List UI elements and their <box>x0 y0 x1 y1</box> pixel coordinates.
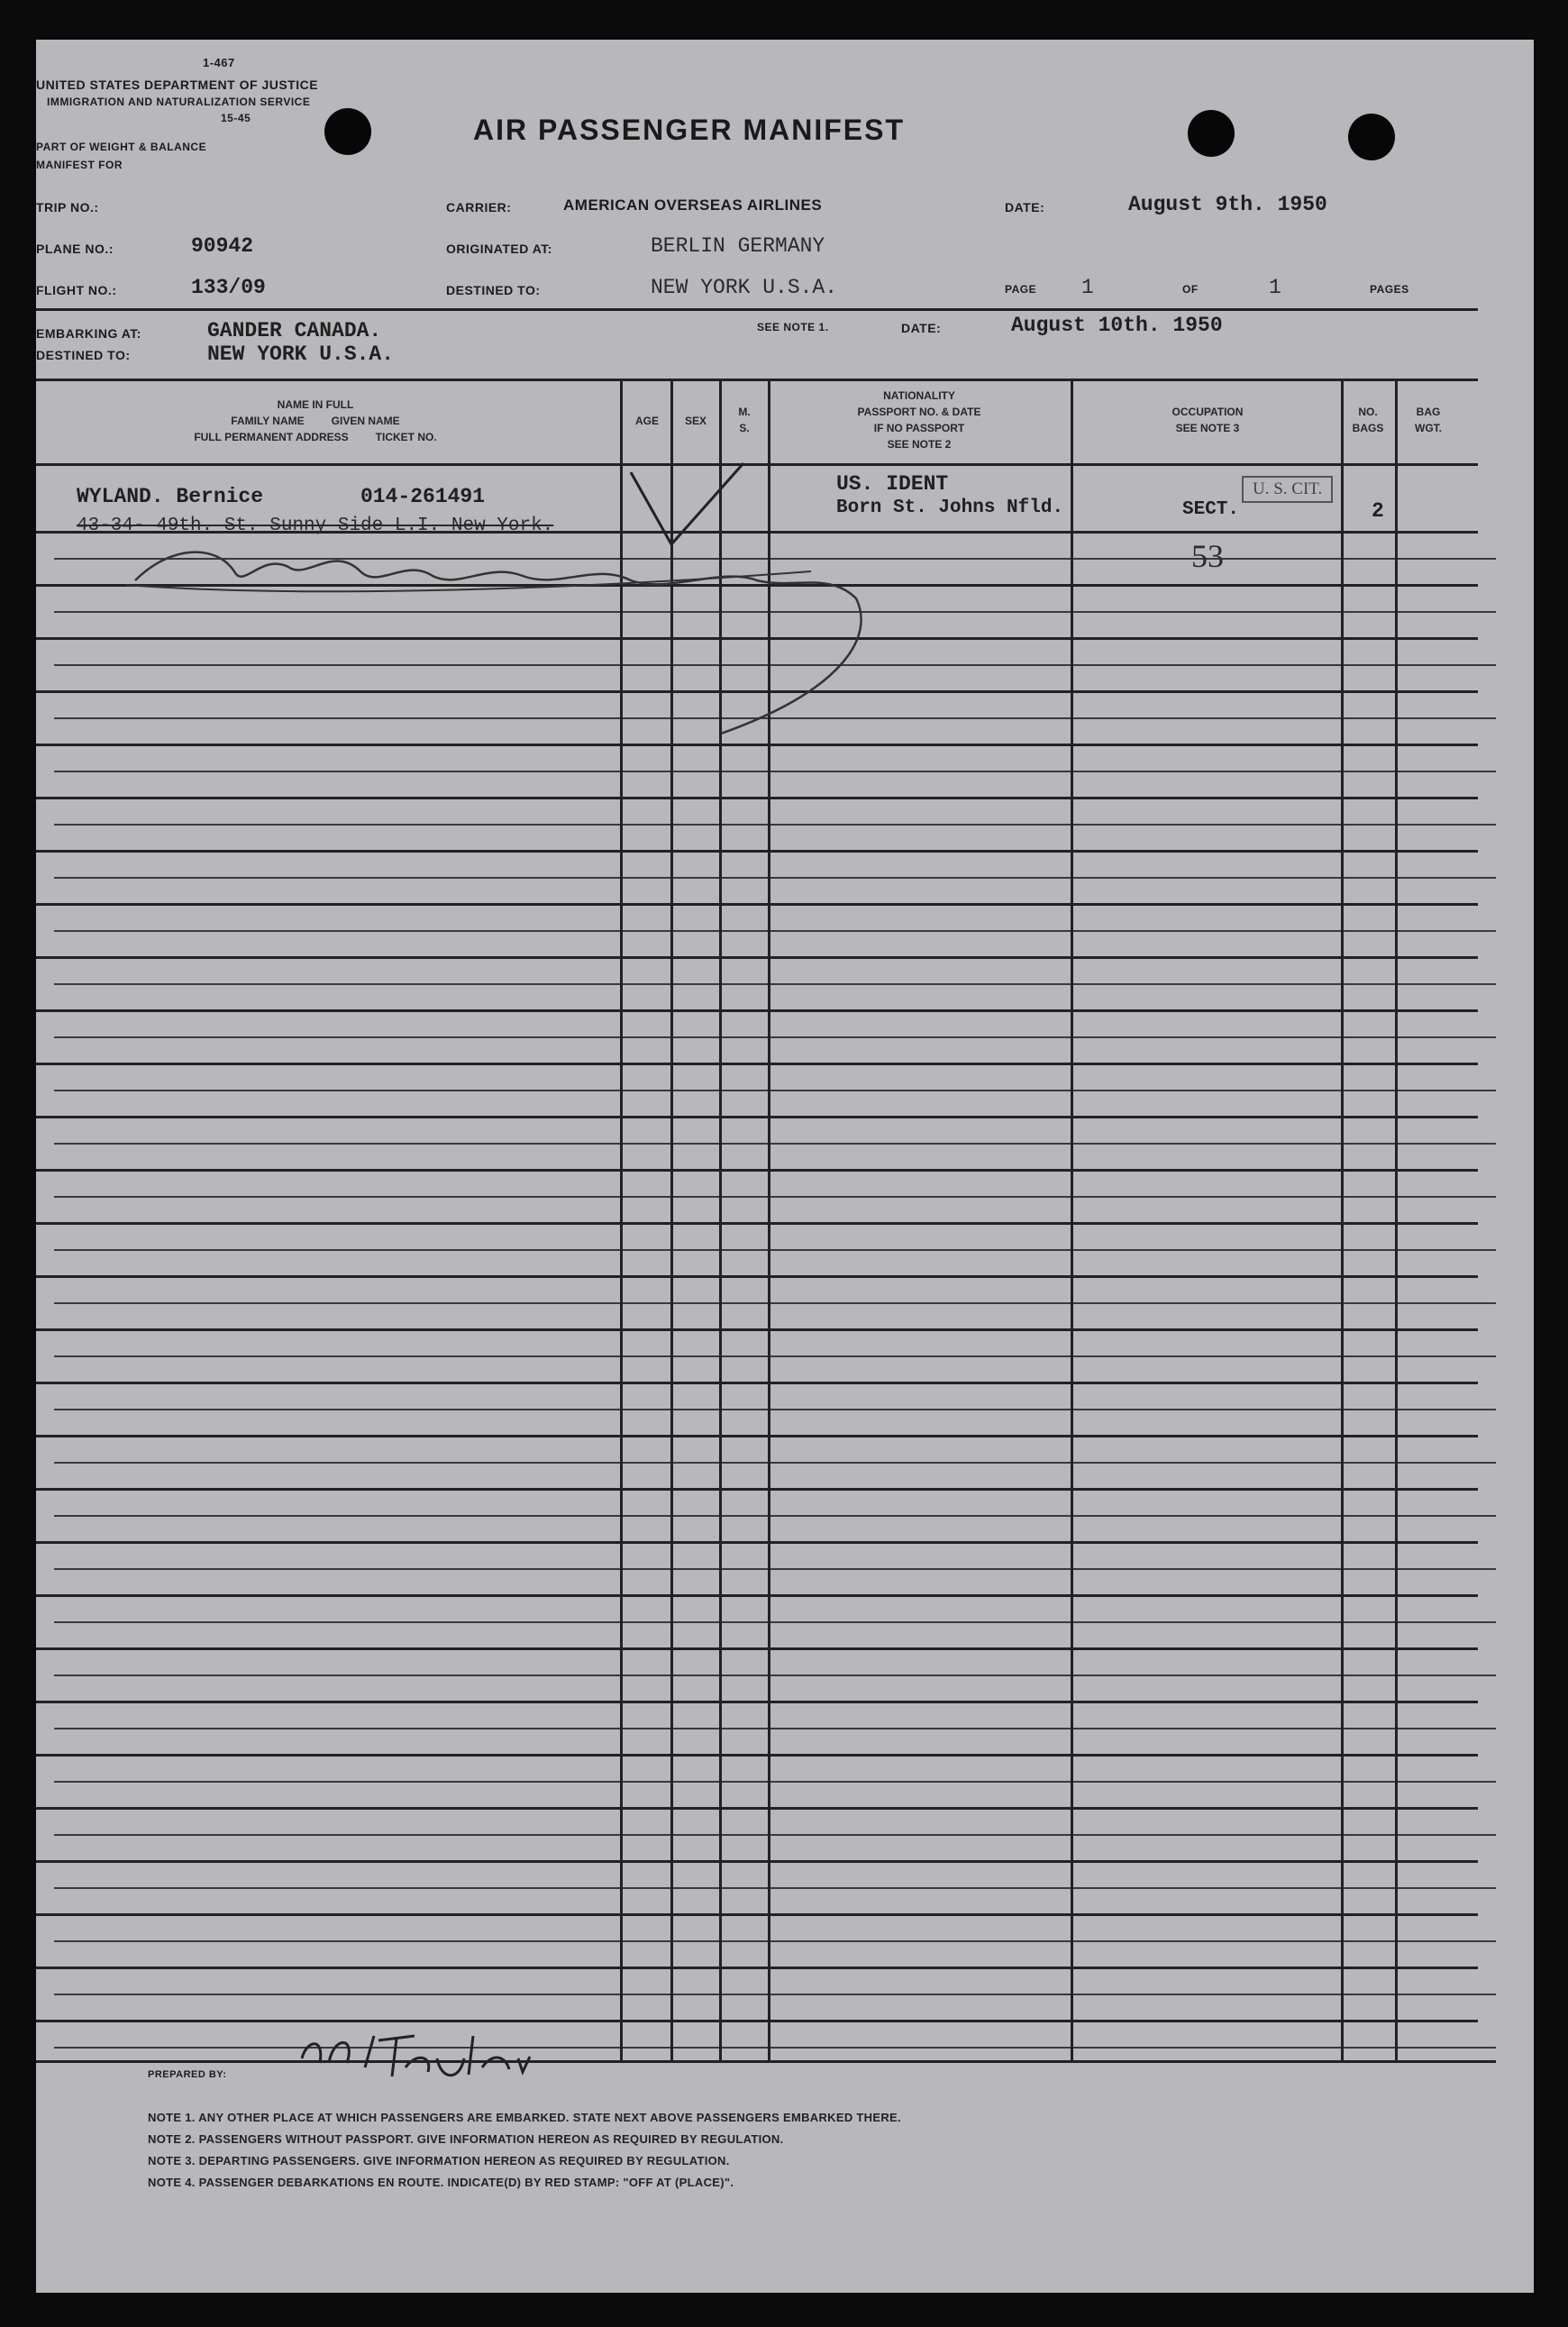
flight-no-label: FLIGHT NO.: <box>36 283 117 297</box>
passenger-nationality: US. IDENT <box>836 472 949 496</box>
destined-to-left-value: NEW YORK U.S.A. <box>207 342 395 366</box>
trip-no-label: TRIP NO.: <box>36 200 99 214</box>
preparer-signature <box>302 2036 530 2076</box>
of-label: OF <box>1182 283 1199 296</box>
flight-no-value: 133/09 <box>191 276 266 299</box>
col-nat-line4: SEE NOTE 2 <box>887 438 952 451</box>
col-ticket: TICKET NO. <box>375 431 437 443</box>
note-1: NOTE 1. ANY OTHER PLACE AT WHICH PASSENGERS ARE EMBARKED. STATE NEXT ABOVE PASSENGERS EMBARKED THERE. <box>148 2111 901 2124</box>
form-number: 1-467 <box>203 56 235 69</box>
col-sex-header: SEX <box>684 415 707 427</box>
page-value: 1 <box>1081 276 1094 299</box>
date-value: August 9th. 1950 <box>1128 193 1327 216</box>
plane-no-label: PLANE NO.: <box>36 242 114 256</box>
col-bags-line1: NO. <box>1358 406 1378 418</box>
col-nat-line3: IF NO PASSPORT <box>873 422 965 434</box>
passenger-occupation: SECT. <box>1182 499 1240 520</box>
embarking-at-label: EMBARKING AT: <box>36 326 141 341</box>
form-title: AIR PASSENGER MANIFEST <box>473 114 905 146</box>
col-nat-line1: NATIONALITY <box>883 389 955 402</box>
passenger-address: 43-34- 49th. St. Sunny Side L.I. New York. <box>77 516 554 536</box>
date-label: DATE: <box>1005 200 1045 214</box>
page-label: PAGE <box>1005 283 1037 296</box>
manifest-form <box>36 40 1534 2293</box>
date2-value: August 10th. 1950 <box>1011 314 1223 337</box>
col-name-line1: NAME IN FULL <box>277 398 354 411</box>
originated-at-value: BERLIN GERMANY <box>651 234 825 258</box>
note-4: NOTE 4. PASSENGER DEBARKATIONS EN ROUTE. INDICATE(D) BY RED STAMP: "OFF AT (PLACE)". <box>148 2176 734 2189</box>
col-occ-line1: OCCUPATION <box>1171 406 1244 418</box>
plane-no-value: 90942 <box>191 234 254 258</box>
note-3: NOTE 3. DEPARTING PASSENGERS. GIVE INFORMATION HEREON AS REQUIRED BY REGULATION. <box>148 2154 730 2167</box>
passenger-ticket: 014-261491 <box>360 485 486 508</box>
of-value: 1 <box>1269 276 1281 299</box>
handwritten-number: 53 <box>1191 538 1224 574</box>
col-ms-line2: S. <box>739 422 750 434</box>
col-bags-line2: BAGS <box>1352 422 1384 434</box>
col-address: FULL PERMANENT ADDRESS <box>194 431 349 443</box>
originated-at-label: ORIGINATED AT: <box>446 242 552 256</box>
us-citizen-stamp: U. S. CIT. <box>1242 476 1333 503</box>
passenger-birthplace: Born St. Johns Nfld. <box>836 497 1064 518</box>
embarking-at-value: GANDER CANADA. <box>207 319 382 342</box>
check-mark <box>631 463 743 544</box>
carrier-value: AMERICAN OVERSEAS AIRLINES <box>563 196 823 214</box>
col-ms-line1: M. <box>738 406 751 418</box>
passenger-bags: 2 <box>1372 499 1384 523</box>
pages-label: PAGES <box>1370 283 1409 296</box>
agency-line-2: IMMIGRATION AND NATURALIZATION SERVICE <box>47 96 311 108</box>
col-wgt-line1: BAG <box>1416 406 1441 418</box>
manifest-for: MANIFEST FOR <box>36 159 123 171</box>
destined-to-left-label: DESTINED TO: <box>36 348 131 362</box>
destined-to-value: NEW YORK U.S.A. <box>651 276 838 299</box>
note-2: NOTE 2. PASSENGERS WITHOUT PASSPORT. GIVE INFORMATION HEREON AS REQUIRED BY REGULATION. <box>148 2132 784 2146</box>
agency-line-1: UNITED STATES DEPARTMENT OF JUSTICE <box>36 78 319 92</box>
passenger-name: WYLAND. Bernice <box>77 485 264 508</box>
col-wgt-line2: WGT. <box>1415 422 1442 434</box>
form-date: 15-45 <box>221 112 251 124</box>
col-occ-line2: SEE NOTE 3 <box>1175 422 1240 434</box>
carrier-label: CARRIER: <box>446 200 512 214</box>
signature-underline <box>126 571 811 591</box>
see-note-1-label: SEE NOTE 1. <box>757 321 829 333</box>
part-of-weight-balance: PART OF WEIGHT & BALANCE <box>36 141 207 153</box>
col-nat-line2: PASSPORT NO. & DATE <box>857 406 981 418</box>
scribble-signature <box>135 552 861 734</box>
date2-label: DATE: <box>901 321 942 335</box>
destined-to-label: DESTINED TO: <box>446 283 541 297</box>
col-given-name: GIVEN NAME <box>331 415 400 427</box>
pen-marks <box>36 40 1534 2293</box>
col-age-header: AGE <box>634 415 659 427</box>
prepared-by-label: PREPARED BY: <box>148 2069 227 2080</box>
col-family-name: FAMILY NAME <box>231 415 305 427</box>
